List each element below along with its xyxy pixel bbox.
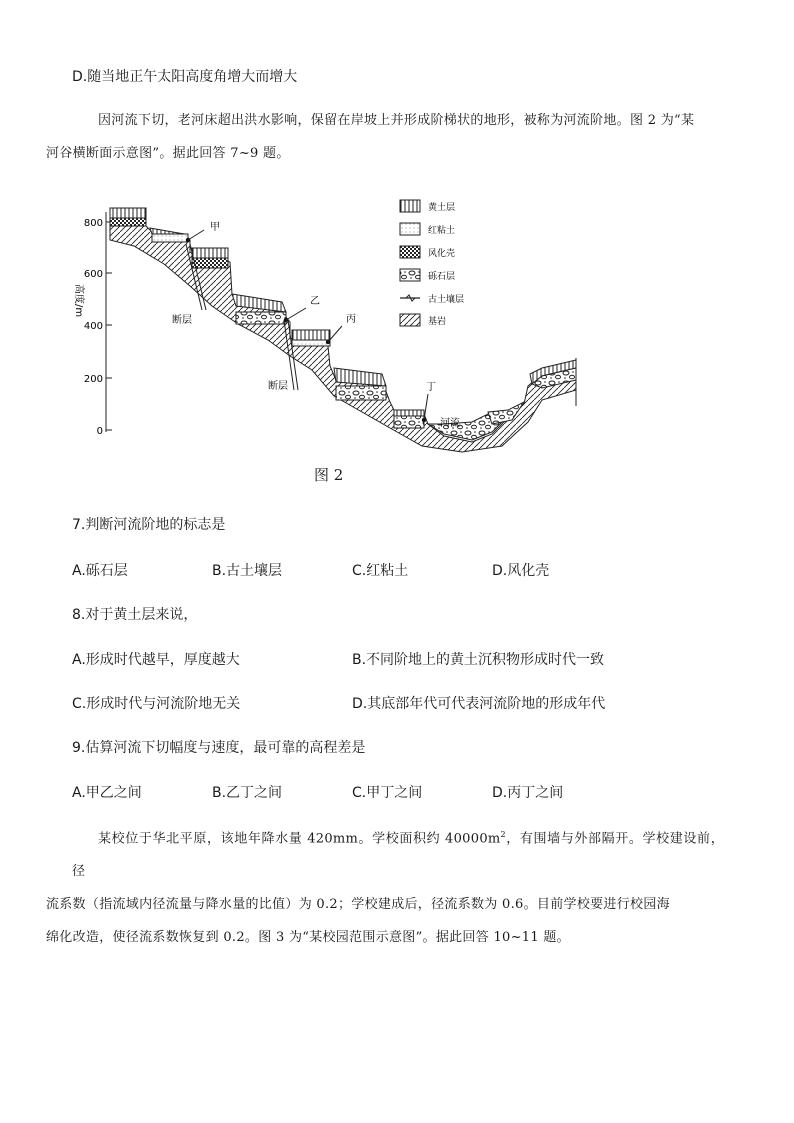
question-7-stem: 7.判断河流阶地的标志是	[72, 517, 226, 533]
campus-line-2: 流系数（指流域内径流量与降水量的比值）为 0.2；学校建成后，径流系数为 0.6。目前学校要进行校园海	[46, 897, 670, 913]
question-9-option-c: C.甲丁之间	[352, 785, 423, 801]
question-8-option-a: A.形成时代越早，厚度越大	[72, 652, 240, 668]
terrace-top-crust	[110, 218, 146, 226]
legend-label-bedrock: 基岩	[428, 317, 447, 327]
legend-label-crust: 风化壳	[428, 249, 456, 259]
fault-label-2: 断层	[268, 381, 288, 392]
legend-swatch-paleosol	[400, 295, 420, 301]
point-yi	[284, 295, 320, 322]
campus-line-1-superscript: 2	[500, 830, 506, 839]
legend-swatch-clay	[400, 223, 420, 235]
legend-swatch-bedrock	[400, 314, 420, 326]
y-axis-label: 高度/m	[73, 284, 84, 318]
terrace-2-crust	[192, 258, 228, 268]
previous-option-d: D.随当地正午太阳高度角增大而增大	[72, 69, 298, 85]
question-9-stem: 9.估算河流下切幅度与速度，最可靠的高程差是	[72, 740, 366, 756]
intro-line-1: 因河流下切，老河床超出洪水影响，保留在岸坡上并形成阶梯状的地形，被称为河流阶地。图 2 为“某	[98, 113, 695, 128]
question-7-option-b: B.古土壤层	[212, 563, 283, 579]
legend	[400, 200, 464, 327]
terrace-ding-loess	[394, 410, 424, 416]
question-7-option-a: A.砾石层	[72, 563, 128, 579]
question-8-stem: 8.对于黄土层来说，	[72, 607, 198, 623]
point-ding-label: 丁	[426, 382, 436, 393]
fault-label-1: 断层	[172, 315, 192, 326]
point-jia	[186, 221, 220, 242]
point-bing	[326, 313, 356, 344]
figure-2-caption: 图 2	[314, 466, 344, 484]
question-8-option-d: D.其底部年代可代表河流阶地的形成年代	[352, 696, 606, 712]
legend-label-loess: 黄土层	[428, 203, 456, 213]
river-label: 河流	[440, 418, 460, 429]
intro-line-2: 河谷横断面示意图”。据此回答 7~9 题。	[46, 146, 290, 161]
intro-paragraph-terraces	[46, 104, 724, 170]
campus-line-3: 绵化改造，使径流系数恢复到 0.2。图 3 为“某校园范围示意图”。据此回答 10~11 题。	[46, 930, 570, 946]
intro-paragraph-campus	[46, 818, 724, 954]
terrace-ding-gravel	[394, 416, 424, 428]
campus-line-1a: 某校位于华北平原，该地年降水量 420mm。学校面积约 40000m	[98, 831, 501, 847]
y-tick-0: 0	[96, 426, 103, 437]
y-tick-600: 600	[83, 269, 103, 280]
point-yi-label: 乙	[310, 296, 320, 307]
y-axis	[73, 212, 112, 437]
legend-swatch-crust	[400, 246, 420, 258]
legend-label-clay: 红粘土	[428, 226, 456, 236]
question-9-option-b: B.乙丁之间	[212, 785, 283, 801]
question-9-option-a: A.甲乙之间	[72, 785, 142, 801]
legend-label-gravel: 砾石层	[428, 272, 456, 282]
terrace-bing-loess	[292, 330, 330, 340]
question-7-option-c: C.红粘土	[352, 563, 409, 579]
question-7-option-d: D.风化壳	[492, 563, 550, 579]
terrace-2-loess	[192, 248, 228, 258]
y-tick-200: 200	[83, 374, 103, 385]
campus-line-1b: ，有围墙与外部隔开。学校建设前，径	[72, 831, 724, 880]
terrace-bing-clay	[292, 340, 330, 346]
y-tick-800: 800	[83, 218, 103, 229]
question-8-option-b: B.不同阶地上的黄土沉积物形成时代一致	[352, 652, 605, 668]
point-jia-label: 甲	[210, 222, 220, 233]
question-8-option-c: C.形成时代与河流阶地无关	[72, 696, 241, 712]
legend-swatch-loess	[400, 200, 420, 212]
question-9-option-d: D.丙丁之间	[492, 785, 564, 801]
point-bing-label: 丙	[346, 314, 356, 325]
legend-label-paleosol: 古土壤层	[428, 295, 465, 305]
y-tick-400: 400	[83, 321, 103, 332]
terrace-jia-clay	[152, 234, 188, 242]
legend-swatch-gravel	[400, 269, 420, 281]
terrace-yi-gravel	[236, 312, 286, 324]
terrace-lower-gravel	[336, 386, 386, 400]
figure-2-valley-cross-section	[72, 190, 592, 490]
terrace-top-loess	[110, 208, 146, 218]
